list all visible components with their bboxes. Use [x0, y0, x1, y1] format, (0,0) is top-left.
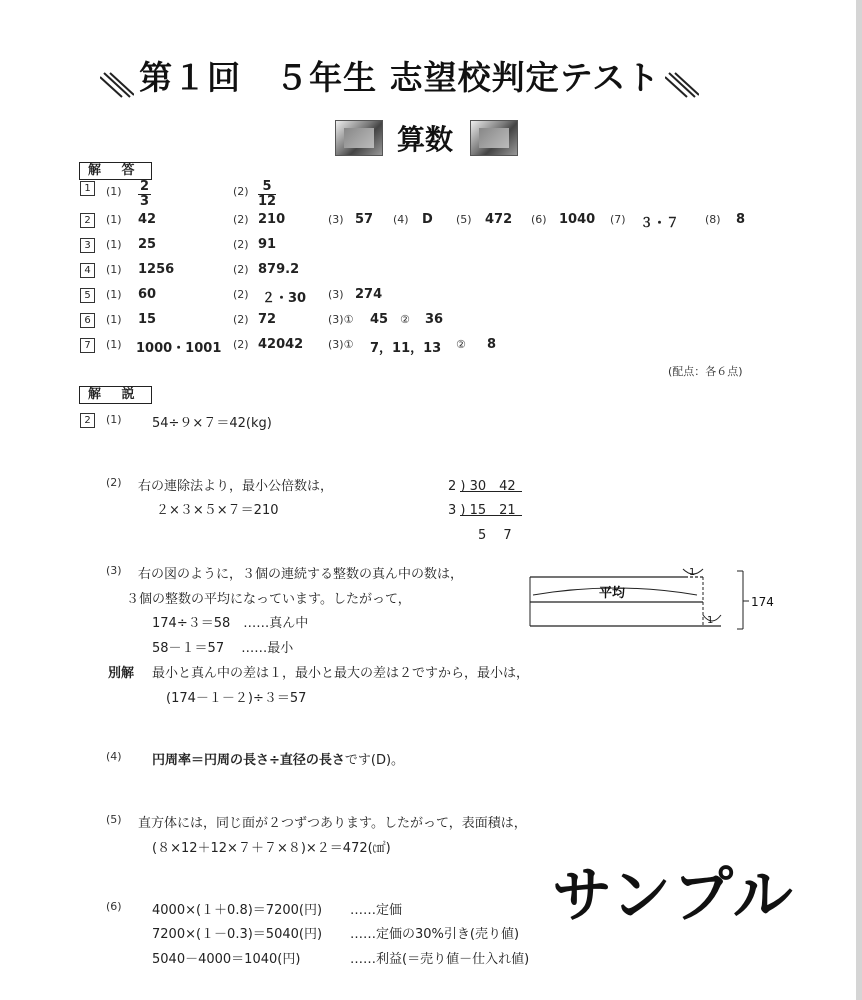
- explanation-note: ……定価: [350, 903, 403, 918]
- part-label: (3): [328, 213, 344, 226]
- answer-value: 210: [258, 212, 286, 227]
- explanation-text: 直方体には，同じ面が２つずつあります。したがって，表面積は，: [138, 816, 527, 831]
- answers-label: 解 答: [79, 162, 152, 180]
- part-label: (1): [106, 238, 122, 251]
- part-label: (5): [456, 213, 472, 226]
- answer-value: 472: [485, 212, 513, 227]
- explanation-text: 5040－4000＝1040(円): [152, 952, 301, 967]
- division-line: [460, 515, 522, 516]
- division-line: [460, 491, 522, 492]
- answer-value: 42: [138, 212, 157, 227]
- part-label: (2): [233, 213, 249, 226]
- explanation-text: 右の図のように，３個の連続する整数の真ん中の数は，: [138, 567, 464, 582]
- points-note: (配点：各６点): [668, 365, 743, 378]
- explanation-text: ２×３×５×７＝210: [156, 503, 279, 518]
- part-label: (5): [106, 813, 122, 826]
- explanation-text: 7200×(１－0.3)＝5040(円): [152, 927, 323, 942]
- part-label: (3): [328, 288, 344, 301]
- part-label: (1): [106, 213, 122, 226]
- part-label: (2): [233, 263, 249, 276]
- answer-value: 57: [355, 212, 374, 227]
- answer-value: 45: [370, 312, 389, 327]
- answer-value: 7，11，13: [370, 341, 442, 356]
- gradient-box-icon: [335, 120, 383, 156]
- answer-value: 8: [487, 337, 497, 352]
- part-label: (8): [705, 213, 721, 226]
- answer-value: 15: [138, 312, 157, 327]
- answer-value: ２・30: [262, 291, 307, 306]
- fraction-numerator: 5: [258, 180, 276, 195]
- part-label: (3)①: [328, 313, 354, 326]
- question-number: 3: [80, 238, 95, 253]
- diagram-average-label: 平均: [599, 586, 626, 601]
- explanation-note: ……定価の30%引き(売り値): [350, 927, 520, 942]
- answer-value: 1000・1001: [136, 341, 222, 356]
- formula-bold: 円周率＝円周の長さ÷直径の長さ: [152, 753, 345, 768]
- question-number: 2: [80, 213, 95, 228]
- explanation-text: 174÷３＝58 ……真ん中: [152, 616, 309, 631]
- part-label: (1): [106, 313, 122, 326]
- question-number: 4: [80, 263, 95, 278]
- answer-value: 1256: [138, 262, 175, 277]
- explanation-text: 4000×(１＋0.8)＝7200(円): [152, 903, 323, 918]
- part-label: (1): [106, 263, 122, 276]
- question-number: 7: [80, 338, 95, 353]
- answer-value: D: [422, 212, 433, 227]
- part-label: (3)①: [328, 338, 354, 351]
- diagram-one-label: 1: [689, 567, 696, 578]
- part-label: (1): [106, 338, 122, 351]
- part-label: (6): [106, 900, 122, 913]
- fraction-denominator: 12: [258, 194, 277, 209]
- part-label: (4): [106, 750, 122, 763]
- question-number: 6: [80, 313, 95, 328]
- part-label: (2): [106, 476, 122, 489]
- average-diagram: [525, 565, 785, 637]
- part-label: (1): [106, 288, 122, 301]
- part-label: (2): [233, 338, 249, 351]
- fraction-answer: [138, 180, 151, 209]
- explanation-note: ……利益(＝売り値－仕入れ値): [350, 952, 530, 967]
- answer-row-1: [80, 180, 101, 196]
- fraction-answer: [258, 180, 276, 209]
- answer-value: 8: [736, 212, 746, 227]
- diagram-one-label: 1: [707, 615, 714, 626]
- explanation-text: 54÷９×７＝42(kg): [152, 416, 272, 431]
- explanation-text: (８×12＋12×７＋７×８)×２＝472(㎠): [152, 841, 391, 856]
- answer-value: 25: [138, 237, 157, 252]
- part-label: (1): [106, 413, 122, 426]
- explanation-text: ３個の整数の平均になっています。したがって，: [126, 592, 411, 607]
- question-number: 5: [80, 288, 95, 303]
- division-row: 5 7: [478, 528, 512, 543]
- subject-title: 算数: [397, 123, 454, 156]
- explanation-text: 最小と真ん中の差は１，最小と最大の差は２ですから，最小は，: [152, 666, 530, 681]
- formula-tail: です(D)。: [344, 753, 405, 768]
- answer-value: 274: [355, 287, 383, 302]
- explanation-text: (174－１－２)÷３＝57: [166, 691, 307, 706]
- division-row: 3 ) 15 21: [448, 503, 516, 518]
- page-title-area: [100, 52, 699, 99]
- answer-value: ３・７: [640, 216, 680, 231]
- sample-watermark: サンプル: [552, 861, 795, 931]
- part-label: (1): [106, 185, 122, 198]
- explanation-text: 58－１＝57 ……最小: [152, 641, 294, 656]
- question-number: 2: [80, 413, 95, 428]
- part-label: (2): [233, 288, 249, 301]
- answer-value: 36: [425, 312, 444, 327]
- diagram-total-label: 174: [751, 595, 774, 609]
- explanation-label: 解 説: [79, 386, 152, 404]
- page-title: 第１回 ５年生 志望校判定テスト: [139, 58, 661, 97]
- answer-value: 72: [258, 312, 277, 327]
- part-label: (3): [106, 564, 122, 577]
- gradient-box-icon: [470, 120, 518, 156]
- part-label: (2): [233, 185, 249, 198]
- answer-value: 1040: [559, 212, 596, 227]
- alternate-solution-label: 別解: [108, 666, 135, 681]
- hatch-decoration-icon: [665, 71, 699, 99]
- part-label: ②: [400, 313, 410, 326]
- explanation-text: 右の連除法より，最小公倍数は，: [138, 479, 334, 494]
- answer-value: 879.2: [258, 262, 300, 277]
- fraction-numerator: 2: [140, 179, 150, 194]
- answer-value: 60: [138, 287, 157, 302]
- fraction-denominator: 3: [140, 194, 150, 209]
- explanation-text: [152, 749, 404, 768]
- page-edge: [856, 0, 862, 1000]
- hatch-decoration-icon: [100, 71, 134, 99]
- answer-value: 91: [258, 237, 277, 252]
- part-label: (6): [531, 213, 547, 226]
- part-label: ②: [456, 338, 466, 351]
- part-label: (2): [233, 313, 249, 326]
- division-row: 2 ) 30 42: [448, 479, 516, 494]
- part-label: (7): [610, 213, 626, 226]
- part-label: (2): [233, 238, 249, 251]
- part-label: (4): [393, 213, 409, 226]
- question-number: 1: [80, 181, 95, 196]
- answer-value: 42042: [258, 337, 304, 352]
